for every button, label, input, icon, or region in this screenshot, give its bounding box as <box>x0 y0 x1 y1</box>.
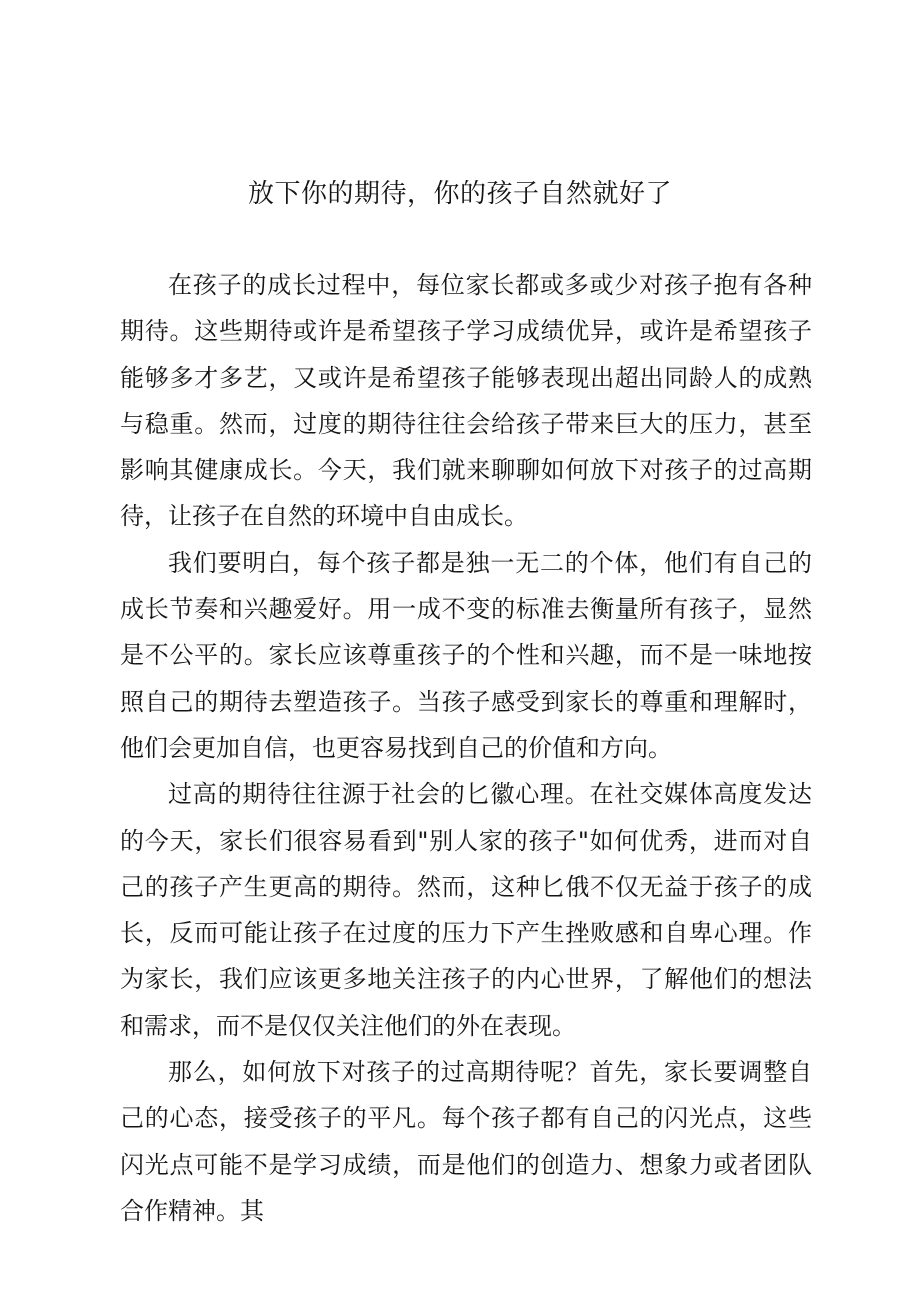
document-body <box>120 262 812 1234</box>
paragraph-2: 我们要明白，每个孩子都是独一无二的个体，他们有自己的成长节奏和兴趣爱好。用一成不变的标准去衡量所有孩子，显然是不公平的。家长应该尊重孩子的个性和兴趣，而不是一味地按照自己的期待去塑造孩子。当孩子感受到家长的尊重和理解时，他们会更加自信，也更容易找到自己的价值和方向。 <box>120 548 812 762</box>
paragraph-3: 过高的期待往往源于社会的匕徽心理。在社交媒体高度发达的今天，家长们很容易看到"别人家的孩子"如何优秀，进而对自己的孩子产生更高的期待。然而，这种匕俄不仅无益于孩子的成长，反而可能让孩子在过度的压力下产生挫败感和自卑心理。作为家长，我们应该更多地关注孩子的内心世界，了解他们的想法和需求，而不是仅仅关注他们的外在表现。 <box>120 780 812 1040</box>
document-title: 放下你的期待，你的孩子自然就好了 <box>247 179 672 209</box>
paragraph-1: 在孩子的成长过程中，每位家长都或多或少对孩子抱有各种期待。这些期待或许是希望孩子学习成绩优异，或许是希望孩子能够多才多艺，又或许是希望孩子能够表现出超出同龄人的成熟与稳重。然而，过度的期待往往会给孩子带来巨大的压力，甚至影响其健康成长。今天，我们就来聊聊如何放下对孩子的过高期待，让孩子在自然的环境中自由成长。 <box>120 271 812 531</box>
paragraph-4: 那么，如何放下对孩子的过高期待呢？首先，家长要调整自己的心态，接受孩子的平凡。每个孩子都有自己的闪光点，这些闪光点可能不是学习成绩，而是他们的创造力、想象力或者团队合作精神。其 <box>120 1058 812 1225</box>
